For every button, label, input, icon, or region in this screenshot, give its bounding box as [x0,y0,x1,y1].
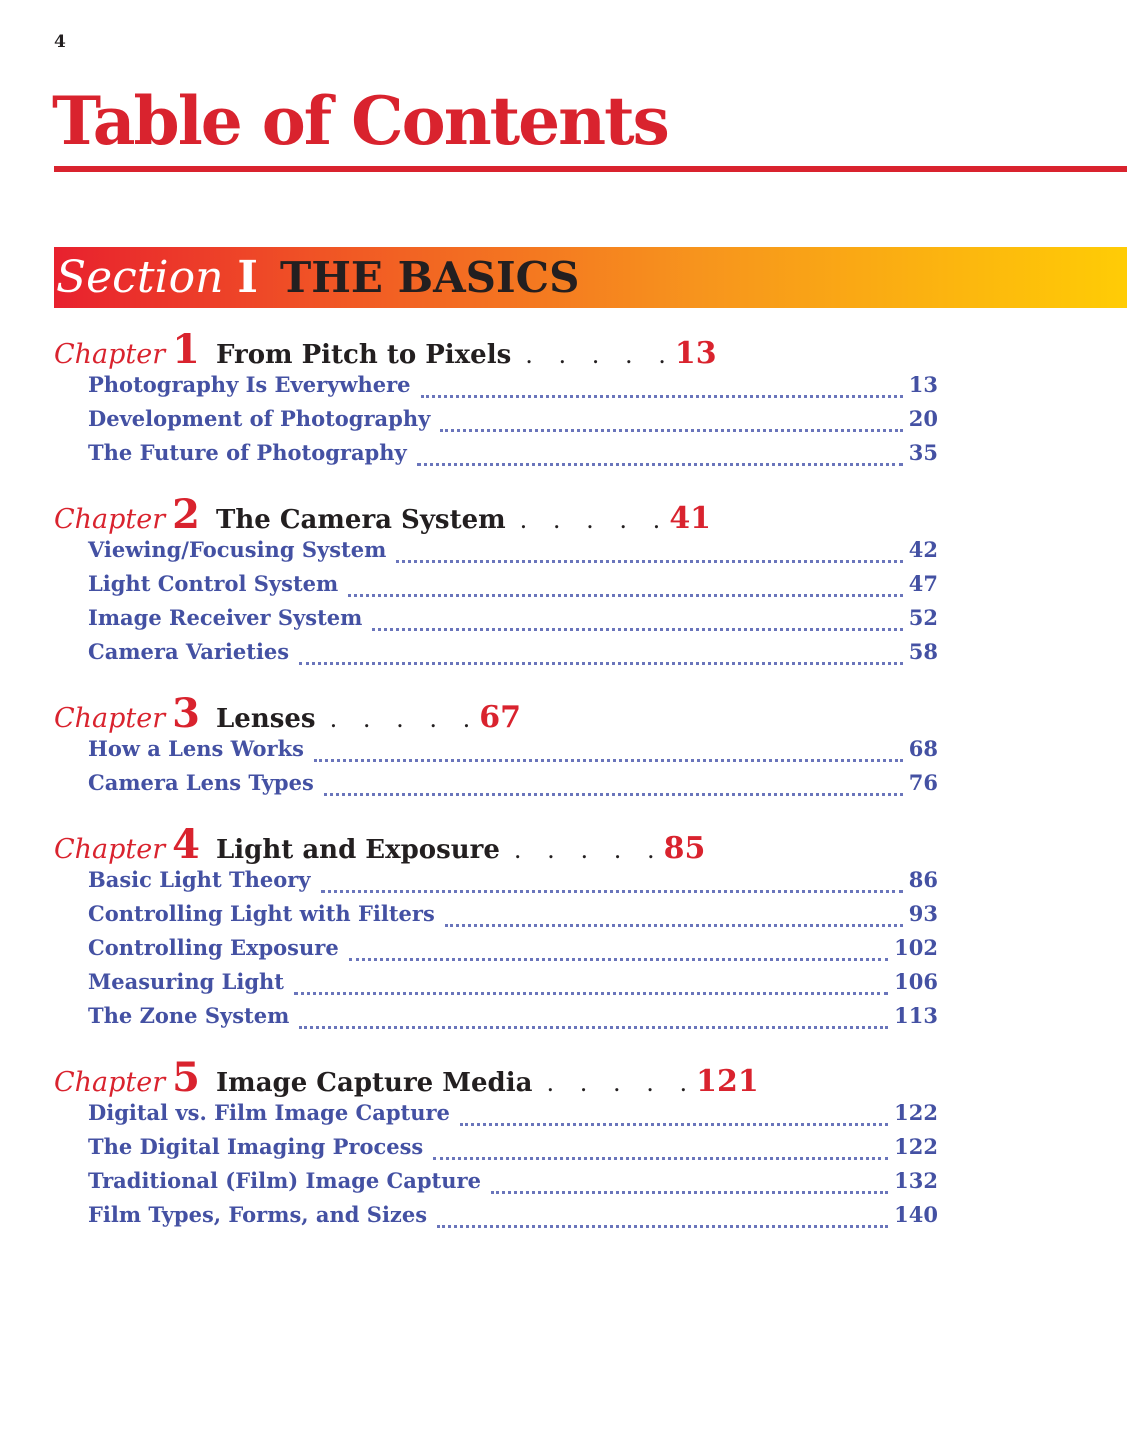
dot-leader [440,429,902,432]
entry-page-number: 68 [908,736,938,761]
entry-page-number: 20 [908,406,938,431]
entry-title: Light Control System [88,571,339,596]
entry-title: Controlling Exposure [88,935,339,960]
entry-title: Digital vs. Film Image Capture [88,1100,450,1125]
toc-entry[interactable] [88,935,938,969]
toc-entry[interactable] [88,639,938,673]
dot-leader [299,1026,888,1029]
chapter-title: Image Capture Media [216,1068,533,1098]
chapter-leader-dots: . . . . . [546,1069,697,1097]
dot-leader [294,992,888,995]
entry-title: Camera Varieties [88,639,290,664]
chapter-3 [54,690,938,804]
toc-entry[interactable] [88,1134,938,1168]
dot-leader [299,662,903,665]
chapter-page-number: 41 [669,501,712,536]
section-banner [54,247,1127,308]
entry-page-number: 86 [908,867,938,892]
chapter-number: 2 [172,491,201,538]
chapter-word: Chapter [54,504,166,535]
entry-page-number: 76 [908,770,938,795]
dot-leader [314,759,903,762]
dot-leader [324,793,903,796]
dot-leader [491,1191,888,1194]
chapter-page-number: 67 [479,700,521,735]
entry-page-number: 132 [894,1168,938,1193]
toc-entry[interactable] [88,736,938,770]
dot-leader [433,1157,888,1160]
dot-leader [417,463,903,466]
chapter-heading[interactable] [54,1054,938,1100]
section-title: THE BASICS [280,253,580,302]
chapter-word: Chapter [54,1067,166,1098]
page-title: Table of Contents [52,82,668,160]
dot-leader [349,958,888,961]
entry-title: Photography Is Everywhere [88,372,411,397]
toc-entry[interactable] [88,537,938,571]
entry-page-number: 47 [908,571,938,596]
dot-leader [460,1123,888,1126]
chapter-title: From Pitch to Pixels [216,340,512,370]
entry-title: Controlling Light with Filters [88,901,435,926]
entry-title: The Zone System [88,1003,290,1028]
chapter-title: The Camera System [216,505,506,535]
chapter-heading[interactable] [54,690,938,736]
page-number: 4 [54,32,66,52]
dot-leader [445,924,903,927]
entry-page-number: 13 [908,372,938,397]
entry-title: Development of Photography [88,406,431,431]
toc-entry[interactable] [88,406,938,440]
entry-title: Camera Lens Types [88,770,314,795]
chapter-word: Chapter [54,339,166,370]
chapter-heading[interactable] [54,491,938,537]
entry-title: Traditional (Film) Image Capture [88,1168,481,1193]
chapter-title: Lenses [216,704,316,734]
chapter-leader-dots: . . . . . [513,836,664,864]
entry-title: Film Types, Forms, and Sizes [88,1202,428,1227]
chapter-number: 3 [172,690,201,737]
entry-page-number: 42 [908,537,938,562]
toc-entry[interactable] [88,440,938,474]
chapter-leader-dots: . . . . . [519,506,670,534]
entry-page-number: 35 [908,440,938,465]
chapter-number: 5 [172,1054,201,1101]
dot-leader [437,1225,888,1228]
toc-entry[interactable] [88,1202,938,1236]
chapter-4 [54,821,938,1037]
chapter-word: Chapter [54,703,166,734]
dot-leader [348,594,903,597]
toc-list [54,326,938,1253]
toc-entry[interactable] [88,1168,938,1202]
entry-page-number: 93 [908,901,938,926]
chapter-leader-dots: . . . . . [329,705,480,733]
chapter-number: 1 [172,326,201,373]
toc-entry[interactable] [88,969,938,1003]
entry-title: Image Receiver System [88,605,363,630]
toc-entry[interactable] [88,571,938,605]
chapter-word: Chapter [54,834,166,865]
dot-leader [321,890,903,893]
toc-entry[interactable] [88,1003,938,1037]
entry-page-number: 52 [908,605,938,630]
chapter-page-number: 85 [663,831,706,866]
title-rule [54,166,1127,172]
entry-page-number: 58 [908,639,938,664]
toc-entry[interactable] [88,605,938,639]
toc-entry[interactable] [88,372,938,406]
entry-title: The Digital Imaging Process [88,1134,424,1159]
chapter-page-number: 121 [696,1064,759,1099]
entry-title: How a Lens Works [88,736,304,761]
toc-entry[interactable] [88,1100,938,1134]
chapter-1 [54,326,938,474]
chapter-number: 4 [172,821,201,868]
section-numeral: I [237,252,258,303]
entry-page-number: 106 [894,969,938,994]
entry-title: Basic Light Theory [88,867,311,892]
entry-page-number: 113 [894,1003,938,1028]
entry-title: Measuring Light [88,969,285,994]
entry-page-number: 140 [894,1202,938,1227]
chapter-heading[interactable] [54,821,938,867]
chapter-page-number: 13 [674,336,717,371]
dot-leader [421,395,903,398]
section-word: Section [56,252,224,303]
chapter-heading[interactable] [54,326,938,372]
entry-title: The Future of Photography [88,440,407,465]
chapter-title: Light and Exposure [216,835,500,865]
toc-entry[interactable] [88,901,938,935]
chapter-2 [54,491,938,673]
toc-entry[interactable] [88,770,938,804]
toc-entry[interactable] [88,867,938,901]
entry-title: Viewing/Focusing System [88,537,387,562]
entry-page-number: 122 [894,1134,938,1159]
chapter-5 [54,1054,938,1236]
dot-leader [396,560,902,563]
chapter-leader-dots: . . . . . [525,341,675,369]
dot-leader [372,628,902,631]
entry-page-number: 102 [894,935,938,960]
entry-page-number: 122 [894,1100,938,1125]
